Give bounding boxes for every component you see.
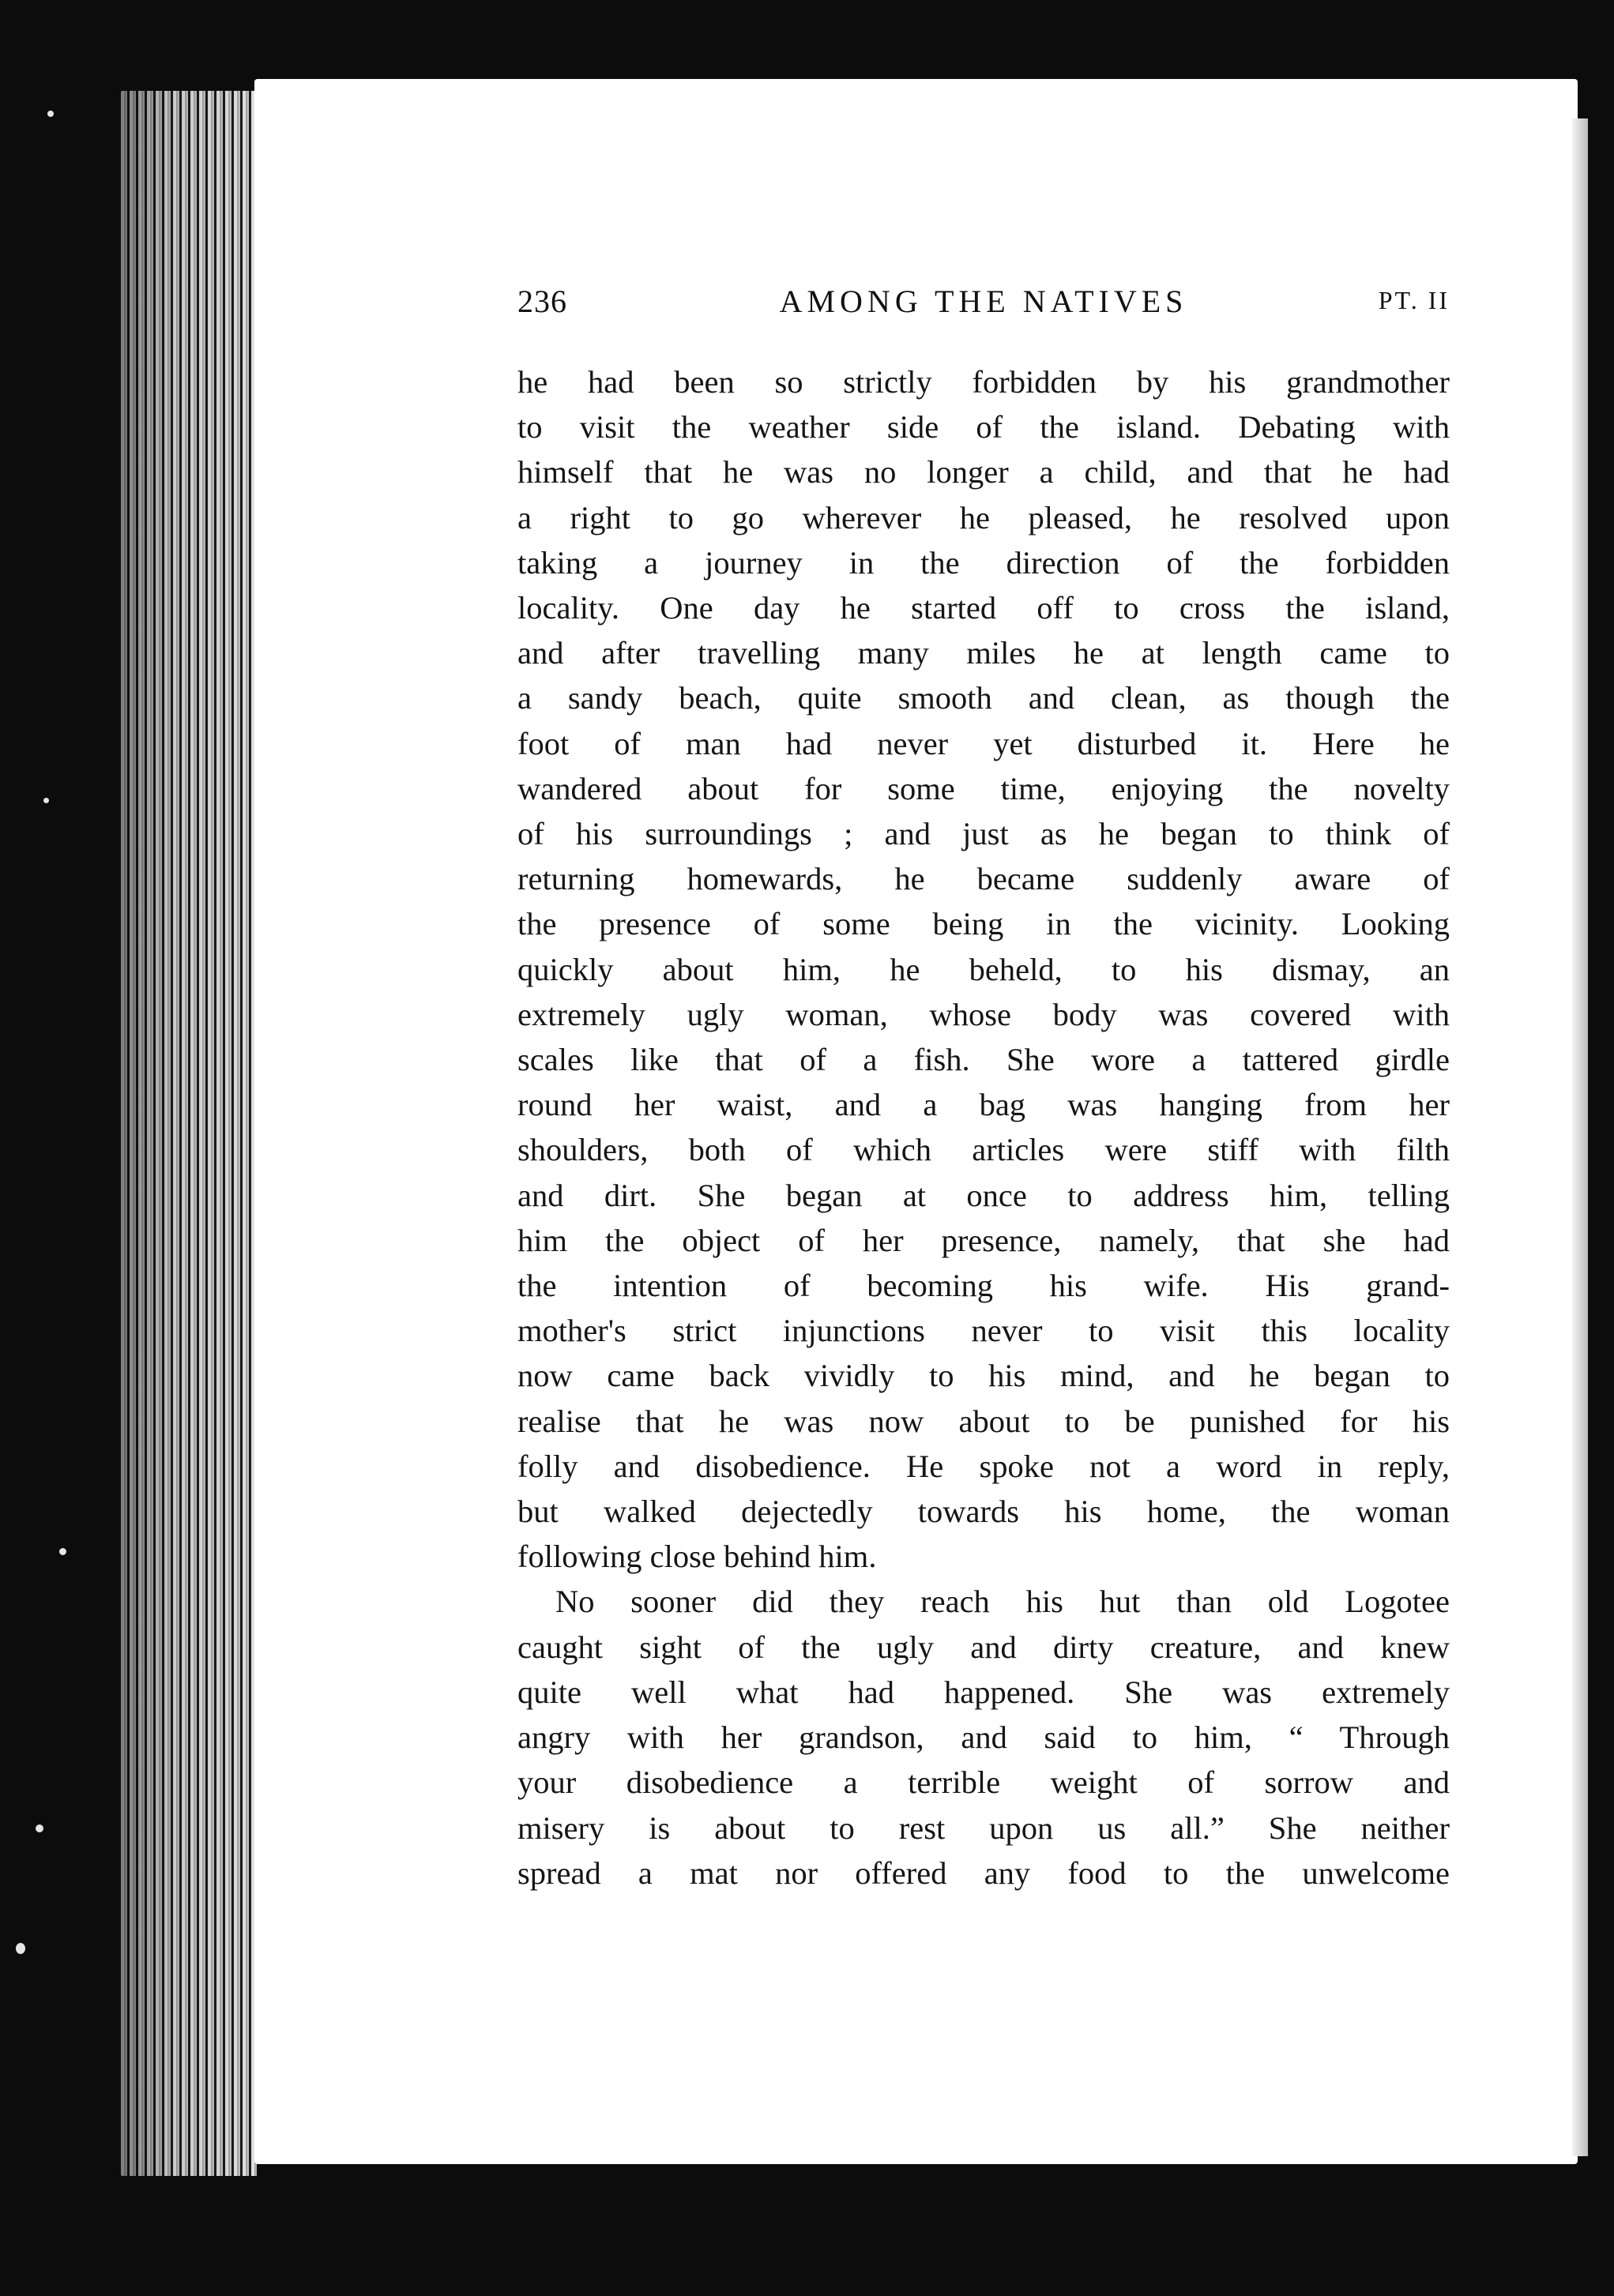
running-head	[517, 283, 1450, 330]
text-line: realise that he was now about to be punished for his	[517, 1403, 1450, 1439]
text-line: he had been so strictly forbidden by his grandmother	[517, 364, 1450, 400]
page-gutter-edge	[1572, 118, 1588, 2156]
text-line: a sandy beach, quite smooth and clean, as though the	[517, 680, 1450, 716]
paragraph	[517, 1579, 1450, 1895]
text-line: the presence of some being in the vicinity. Looking	[517, 906, 1450, 942]
text-line: quite well what had happened. She was extremely	[517, 1674, 1450, 1710]
dust-speck	[43, 798, 49, 803]
text-line: caught sight of the ugly and dirty creature, and knew	[517, 1629, 1450, 1665]
text-line: locality. One day he started off to cross the island,	[517, 590, 1450, 626]
text-line: quickly about him, he beheld, to his dismay, an	[517, 951, 1450, 987]
text-line: angry with her grandson, and said to him, “ Through	[517, 1719, 1450, 1756]
text-line: now came back vividly to his mind, and he began to	[517, 1358, 1450, 1394]
text-line: shoulders, both of which articles were stiff with filth	[517, 1132, 1450, 1168]
text-line: wandered about for some time, enjoying the novelty	[517, 770, 1450, 806]
text-line: extremely ugly woman, whose body was covered with	[517, 996, 1450, 1032]
part-label: PT. II	[1378, 286, 1450, 314]
text-line: spread a mat nor offered any food to the unwelcome	[517, 1854, 1450, 1891]
text-line: your disobedience a terrible weight of sorrow and	[517, 1764, 1450, 1801]
text-line: taking a journey in the direction of the forbidden	[517, 544, 1450, 581]
text-line: and after travelling many miles he at length came to	[517, 635, 1450, 671]
dust-speck	[59, 1548, 66, 1555]
running-title: AMONG THE NATIVES	[779, 284, 1188, 319]
text-line: No sooner did they reach his hut than old Logotee	[555, 1584, 1450, 1620]
text-line: a right to go wherever he pleased, he resolved upon	[517, 499, 1450, 535]
text-line: him the object of her presence, namely, that she had	[517, 1222, 1450, 1258]
body-text	[517, 359, 1450, 1896]
text-line: misery is about to rest upon us all.” She neither	[517, 1809, 1450, 1846]
text-line: following close behind him.	[517, 1539, 877, 1575]
text-line: but walked dejectedly towards his home, the woman	[517, 1494, 1450, 1530]
dust-speck	[16, 1943, 25, 1954]
text-line: to visit the weather side of the island. Debating with	[517, 409, 1450, 445]
text-line: folly and disobedience. He spoke not a word in reply,	[517, 1448, 1450, 1484]
text-line: of his surroundings ; and just as he began to think of	[517, 816, 1450, 852]
page-edges-shadow	[119, 91, 257, 2176]
text-line: round her waist, and a bag was hanging from her	[517, 1087, 1450, 1123]
dust-speck	[47, 111, 54, 117]
text-line: himself that he was no longer a child, and that he had	[517, 454, 1450, 490]
text-line: the intention of becoming his wife. His grand-	[517, 1268, 1450, 1304]
text-line: mother's strict injunctions never to visit this locality	[517, 1313, 1450, 1349]
page-number: 236	[517, 284, 567, 319]
text-line: scales like that of a fish. She wore a tattered girdle	[517, 1042, 1450, 1078]
text-line: and dirt. She began at once to address him, telling	[517, 1177, 1450, 1213]
paragraph	[517, 359, 1450, 1579]
text-line: returning homewards, he became suddenly aware of	[517, 861, 1450, 897]
text-line: foot of man had never yet disturbed it. Here he	[517, 725, 1450, 761]
dust-speck	[36, 1824, 43, 1832]
